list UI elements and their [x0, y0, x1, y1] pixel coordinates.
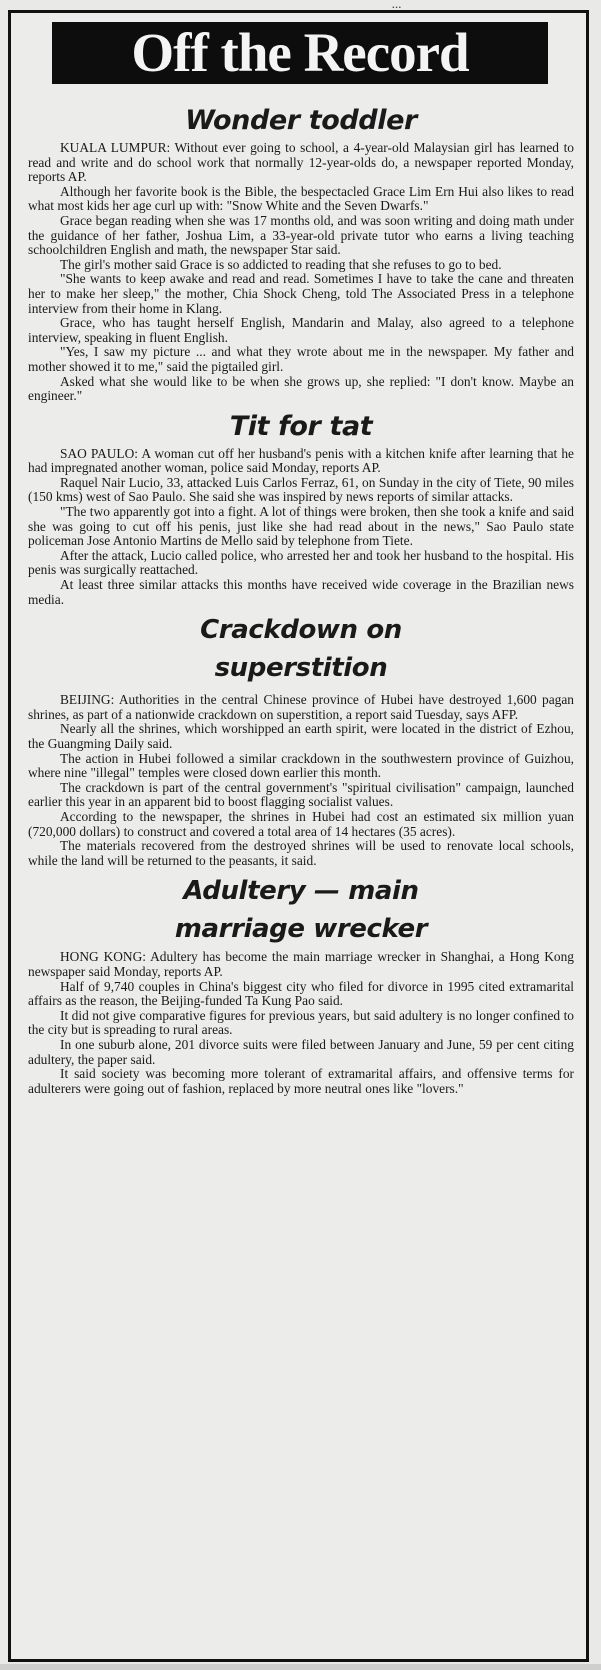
- article-crackdown-on-superstition: [28, 613, 574, 868]
- paragraph: It said society was becoming more tolerant of extramarital affairs, and offensive terms for adulterers were going out of fashion, replaced by more neutral ones like "lovers.": [28, 1066, 574, 1096]
- paragraph: "Yes, I saw my picture ... and what they wrote about me in the newspaper. My father and mother showed it to me," said the pigtailed girl.: [28, 344, 574, 374]
- headline-line-1: Adultery — main: [183, 876, 419, 907]
- paragraph: The crackdown is part of the central government's "spiritual civilisation" campaign, launched earlier this year in an apparent bid to boost flagging socialist values.: [28, 779, 574, 810]
- paragraph: Half of 9,740 couples in China's biggest city who filed for divorce in 1995 cited extramarital affairs as the reason, the Beijing-funded Ta Kung Pao said.: [28, 978, 574, 1009]
- paragraph: Raquel Nair Lucio, 33, attacked Luis Carlos Ferraz, 61, on Sunday in the city of Tiete, 90 miles (150 kms) west of Sao Paulo. She said she was inspired by news reports of similar attacks.: [28, 474, 574, 505]
- paragraph: In one suburb alone, 201 divorce suits were filed between January and June, 59 per cent citing adultery, the paper said.: [28, 1036, 574, 1067]
- paragraph: KUALA LUMPUR: Without ever going to school, a 4-year-old Malaysian girl has learned to read and write and do school work that normally 12-year-olds do, a newspaper reported Monday, reports AP.: [28, 140, 574, 185]
- paragraph: Although her favorite book is the Bible, the bespectacled Grace Lim Ern Hui also likes to read what most kids her age curl up with: "Snow White and the Seven Dwarfs.": [28, 183, 574, 214]
- paragraph: According to the newspaper, the shrines in Hubei had cost an estimated six million yuan (720,000 dollars) to construct and covered a total area of 14 hectares (35 acres).: [28, 808, 574, 839]
- paragraph: Asked what she would like to be when she grows up, she replied: "I don't know. Maybe an engineer.": [28, 373, 574, 404]
- article-column: [28, 104, 574, 1096]
- headline: Tit for tat: [229, 410, 373, 442]
- paragraph: The action in Hubei followed a similar crackdown in the southwestern province of Guizhou, where nine "illegal" temples were closed down earlier this month.: [28, 750, 574, 781]
- paragraph: HONG KONG: Adultery has become the main marriage wrecker in Shanghai, a Hong Kong newspaper said Monday, reports AP.: [28, 949, 574, 979]
- paragraph: BEIJING: Authorities in the central Chinese province of Hubei have destroyed 1,600 pagan shrines, as part of a nationwide crackdown on superstition, a report said Tuesday, says AFP.: [28, 692, 574, 722]
- section-banner: Off the Record: [52, 22, 548, 84]
- article-adultery-main-marriage-wrecker: [28, 874, 574, 1096]
- headline-line-1: Crackdown on: [200, 615, 402, 646]
- paragraph: It did not give comparative figures for previous years, but said adultery is no longer confined to the city but is spreading to rural areas.: [28, 1007, 574, 1038]
- article-tit-for-tat: [28, 410, 574, 608]
- paragraph: The girl's mother said Grace is so addicted to reading that she refuses to go to bed.: [60, 256, 502, 272]
- paragraph: "She wants to keep awake and read and read. Sometimes I have to take the cane and threaten her to make her sleep," the mother, Chia Shock Cheng, told The Associated Press in a telephone interview from their home in Klang.: [28, 271, 574, 316]
- paragraph: "The two apparently got into a fight. A lot of things were broken, then she took a knife and said she was going to cut off his penis, just like she had read about in the news," Sao Paulo state policeman Jose Antonio Martins de Mello said by telephone from Tiete.: [28, 504, 574, 549]
- cropped-caption: ...: [392, 0, 402, 8]
- paragraph: Nearly all the shrines, which worshipped an earth spirit, were located in the district of Ezhou, the Guangming Daily said.: [28, 721, 574, 751]
- article-wonder-toddler: [28, 104, 574, 404]
- paragraph: Grace, who has taught herself English, Mandarin and Malay, also agreed to a telephone interview, speaking in fluent English.: [28, 315, 574, 345]
- paragraph: Grace began reading when she was 17 months old, and was soon writing and doing math under the guidance of her father, Joshua Lim, a 33-year-old private tutor who earns a living teaching schoolchildren English and math, the newspaper Star said.: [28, 212, 574, 258]
- headline-line-2: superstition: [214, 653, 388, 684]
- headline: Wonder toddler: [185, 105, 417, 136]
- paragraph: The materials recovered from the destroyed shrines will be used to renovate local schools, while the land will be returned to the peasants, it said.: [28, 838, 574, 868]
- headline-line-2: marriage wrecker: [174, 914, 428, 945]
- paragraph: After the attack, Lucio called police, who arrested her and took her husband to the hospital. His penis was surgically reattached.: [28, 547, 574, 578]
- paragraph: At least three similar attacks this months have received wide coverage in the Brazilian news media.: [28, 577, 574, 607]
- page-edge: [0, 1664, 601, 1670]
- paragraph: SAO PAULO: A woman cut off her husband's penis with a kitchen knife after learning that he had impregnated another woman, police said Monday, reports AP.: [28, 445, 574, 476]
